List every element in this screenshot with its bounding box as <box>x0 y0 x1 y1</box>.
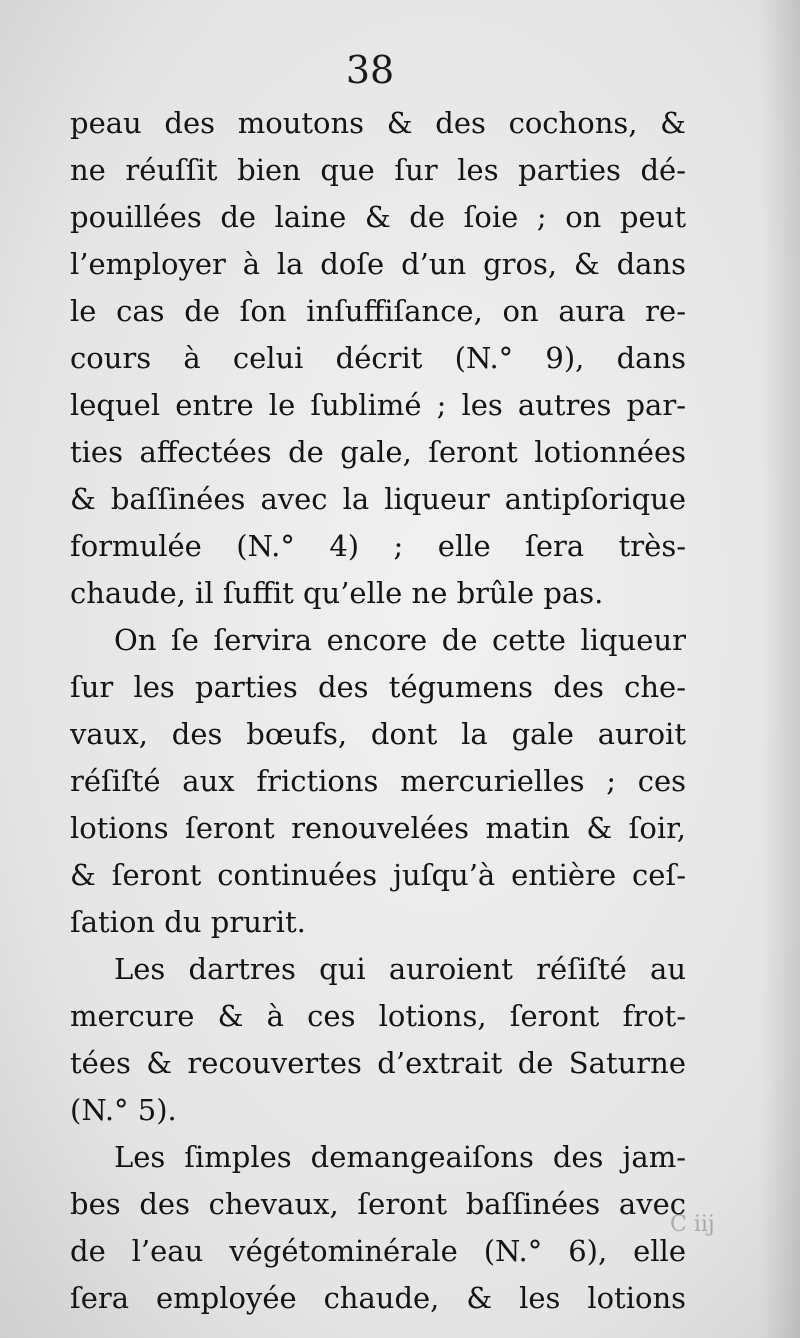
text-line: bes des chevaux, ſeront baſſinées avec <box>70 1187 686 1221</box>
text-line: ſera employée chaude, & les lotions <box>70 1281 686 1315</box>
text-line: & baſſinées avec la liqueur antipſorique <box>70 482 686 516</box>
page-number: 38 <box>345 48 395 92</box>
text-line: pouillées de laine & de ſoie ; on peut <box>70 200 686 234</box>
text-line: (N.° 5). <box>70 1093 177 1127</box>
text-line: peau des moutons & des cochons, & <box>70 106 686 140</box>
text-line: le cas de ſon inſuffiſance, on aura re- <box>70 294 686 328</box>
text-line: mercure & à ces lotions, ſeront frot- <box>70 999 686 1033</box>
text-line: lotions ſeront renouvelées matin & ſoir, <box>70 811 686 845</box>
text-line: de l’eau végétominérale (N.° 6), elle <box>70 1234 686 1268</box>
text-line: lequel entre le ſublimé ; les autres par- <box>70 388 686 422</box>
text-line: On ſe ſervira encore de cette liqueur <box>114 623 686 657</box>
text-line: formulée (N.° 4) ; elle ſera très- <box>70 529 686 563</box>
signature-mark: C iij <box>670 1212 715 1237</box>
text-line: réſiſté aux frictions mercurielles ; ces <box>70 764 686 798</box>
text-line: ſur les parties des tégumens des che- <box>70 670 686 704</box>
text-line: ties affectées de gale, ſeront lotionnées <box>70 435 686 469</box>
text-line: chaude, il ſuffit qu’elle ne brûle pas. <box>70 576 604 610</box>
text-line: vaux, des bœufs, dont la gale auroit <box>70 717 686 751</box>
text-line: ne réuſſit bien que ſur les parties dé- <box>70 153 686 187</box>
text-line: cours à celui décrit (N.° 9), dans <box>70 341 686 375</box>
text-line: l’employer à la doſe d’un gros, & dans <box>70 247 686 281</box>
text-line: & ſeront continuées juſqu’à entière ceſ- <box>70 858 686 892</box>
body-text <box>70 100 686 1322</box>
page-edge-shadow <box>760 0 800 1338</box>
text-line: tées & recouvertes d’extrait de Saturne <box>70 1046 686 1080</box>
text-line: ſation du prurit. <box>70 905 306 939</box>
text-line: Les ſimples demangeaiſons des jam- <box>114 1140 686 1174</box>
text-line: Les dartres qui auroient réſiſté au <box>114 952 686 986</box>
